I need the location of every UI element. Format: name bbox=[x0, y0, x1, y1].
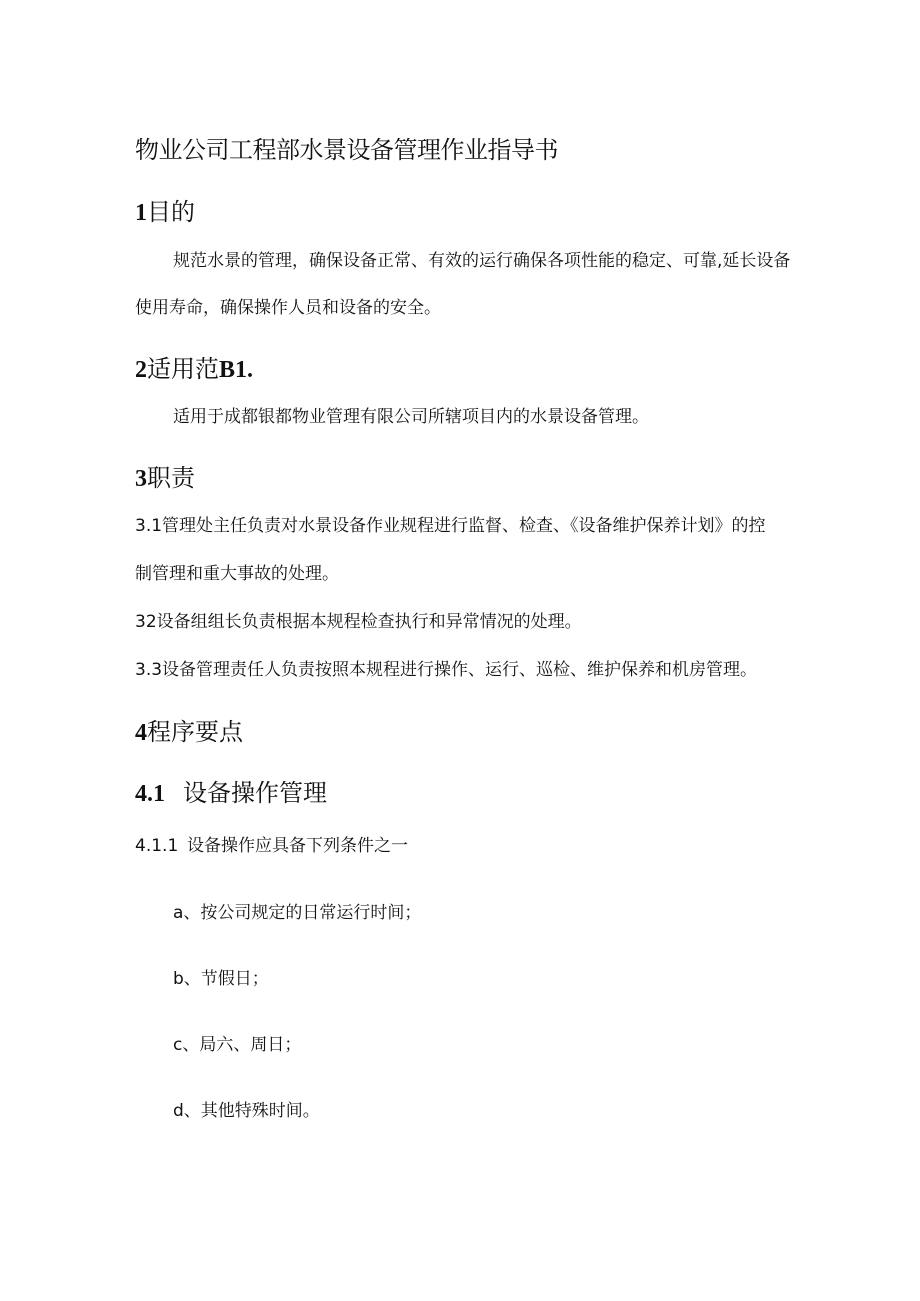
section-2-title: 适用范 bbox=[147, 355, 219, 383]
subsection-4-1-heading bbox=[135, 781, 327, 806]
section-3-item-2: 32设备组组长负责根据本规程检查执行和异常情况的处理。 bbox=[135, 612, 582, 632]
clause-4-1-1-text: 设备操作应具备下列条件之一 bbox=[187, 836, 408, 856]
section-3-title: 职责 bbox=[147, 464, 195, 492]
section-1-paragraph-line-1: 规范水景的管理，确保设备正常、有效的运行确保各项性能的稳定、可靠,延长设备 bbox=[173, 251, 791, 271]
section-4-title: 程序要点 bbox=[147, 718, 243, 746]
section-3-item-1-line-1: 3.1管理处主任负责对水景设备作业规程进行监督、检查、《设备维护保养计划》的控 bbox=[135, 516, 766, 536]
subsection-4-1-number: 4.1 bbox=[135, 781, 165, 807]
section-3-heading bbox=[135, 466, 195, 491]
list-item-a: a、按公司规定的日常运行时间； bbox=[173, 903, 422, 923]
section-2-title-suffix: B1. bbox=[219, 357, 254, 383]
subsection-4-1-title: 设备操作管理 bbox=[183, 779, 327, 807]
section-3-item-1-line-2: 制管理和重大事故的处理。 bbox=[135, 564, 339, 584]
section-1-heading bbox=[135, 200, 195, 225]
section-4-heading bbox=[135, 720, 243, 745]
section-3-item-3: 3.3设备管理责任人负责按照本规程进行操作、运行、巡检、维护保养和机房管理。 bbox=[135, 660, 758, 680]
document-title: 物业公司工程部水景设备管理作业指导书 bbox=[135, 136, 558, 164]
section-1-title: 目的 bbox=[147, 198, 195, 226]
section-4-number: 4 bbox=[135, 720, 147, 746]
list-item-d: d、其他特殊时间。 bbox=[173, 1101, 320, 1121]
section-2-heading bbox=[135, 357, 253, 382]
list-item-c: c、局六、周日； bbox=[173, 1035, 302, 1055]
section-1-number: 1 bbox=[135, 200, 147, 226]
list-item-b: b、节假日； bbox=[173, 969, 269, 989]
section-3-number: 3 bbox=[135, 466, 147, 492]
section-2-paragraph: 适用于成都银都物业管理有限公司所辖项目内的水景设备管理。 bbox=[173, 407, 649, 427]
clause-4-1-1-number: 4.1.1 bbox=[135, 836, 179, 856]
clause-4-1-1 bbox=[135, 838, 408, 855]
section-2-number: 2 bbox=[135, 357, 147, 383]
section-1-paragraph-line-2: 使用寿命，确保操作人员和设备的安全。 bbox=[135, 298, 441, 318]
